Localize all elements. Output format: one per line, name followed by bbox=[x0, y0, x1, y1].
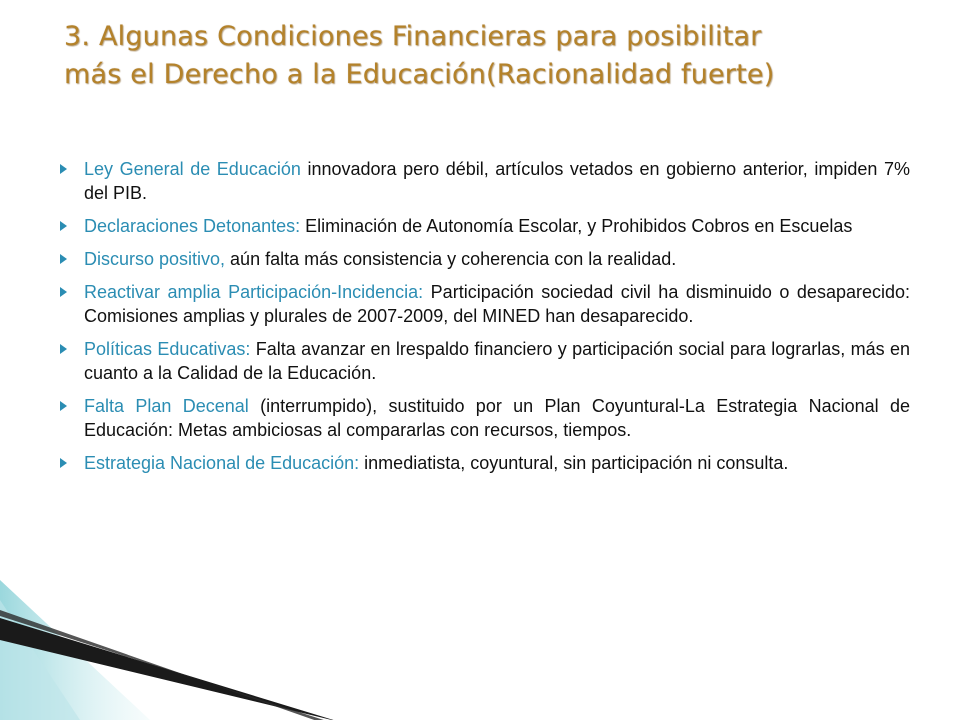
bullet-text: inmediatista, coyuntural, sin participación ni consulta. bbox=[359, 453, 789, 473]
bullet-item-reactivar bbox=[60, 280, 910, 328]
title-line-1: 3. Algunas Condiciones Financieras para posibilitar bbox=[64, 21, 762, 52]
teal-wedge-shape bbox=[0, 580, 150, 720]
dark-swoosh-thin-shape bbox=[0, 610, 330, 720]
bullet-highlight: Falta Plan Decenal bbox=[84, 396, 249, 416]
title-line-2: más el Derecho a la Educación(Racionalidad fuerte) bbox=[64, 59, 775, 90]
bullet-item-politicas bbox=[60, 337, 910, 385]
triangle-bullet-icon bbox=[60, 458, 67, 468]
bullet-highlight: Estrategia Nacional de Educación: bbox=[84, 453, 360, 473]
bullet-item-plan-decenal bbox=[60, 394, 910, 442]
triangle-bullet-icon bbox=[60, 254, 67, 264]
bullet-highlight: Declaraciones Detonantes: bbox=[84, 216, 301, 236]
bullet-item-ley-general bbox=[60, 157, 910, 205]
bullet-text: Falta avanzar en lrespaldo financiero y participación social para lograrlas, más en cuanto a la Calidad de la Educación. bbox=[84, 339, 911, 383]
triangle-bullet-icon bbox=[60, 287, 67, 297]
dark-swoosh-shape bbox=[0, 618, 340, 720]
triangle-bullet-icon bbox=[60, 164, 67, 174]
teal-wedge-light-shape bbox=[0, 600, 80, 720]
bullet-item-estrategia bbox=[60, 451, 910, 475]
bullet-highlight: Reactivar amplia Participación-Incidencia: bbox=[84, 282, 424, 302]
bullet-item-declaraciones bbox=[60, 214, 910, 238]
bullet-text: Eliminación de Autonomía Escolar, y Prohibidos Cobros en Escuelas bbox=[300, 216, 853, 236]
bullet-highlight: Ley General de Educación bbox=[84, 159, 301, 179]
bullet-highlight: Políticas Educativas: bbox=[84, 339, 251, 359]
bullet-text: aún falta más consistencia y coherencia con la realidad. bbox=[225, 249, 677, 269]
bullet-text: (interrumpido), sustituido por un Plan Coyuntural-La Estrategia Nacional de Educación: Metas ambiciosas al compararlas con recursos, tiempos. bbox=[84, 396, 910, 440]
bullet-list bbox=[60, 157, 910, 484]
bullet-text: Participación sociedad civil ha disminuido o desaparecido: Comisiones amplias y plurales de 2007-2009, del MINED han desaparecido. bbox=[84, 282, 910, 326]
bullet-text: innovadora pero débil, artículos vetados en gobierno anterior, impiden 7% del PIB. bbox=[84, 159, 910, 203]
triangle-bullet-icon bbox=[60, 401, 67, 411]
triangle-bullet-icon bbox=[60, 221, 67, 231]
slide-title bbox=[64, 18, 924, 94]
bullet-item-discurso bbox=[60, 247, 910, 271]
triangle-bullet-icon bbox=[60, 344, 67, 354]
bullet-highlight: Discurso positivo, bbox=[84, 249, 226, 269]
